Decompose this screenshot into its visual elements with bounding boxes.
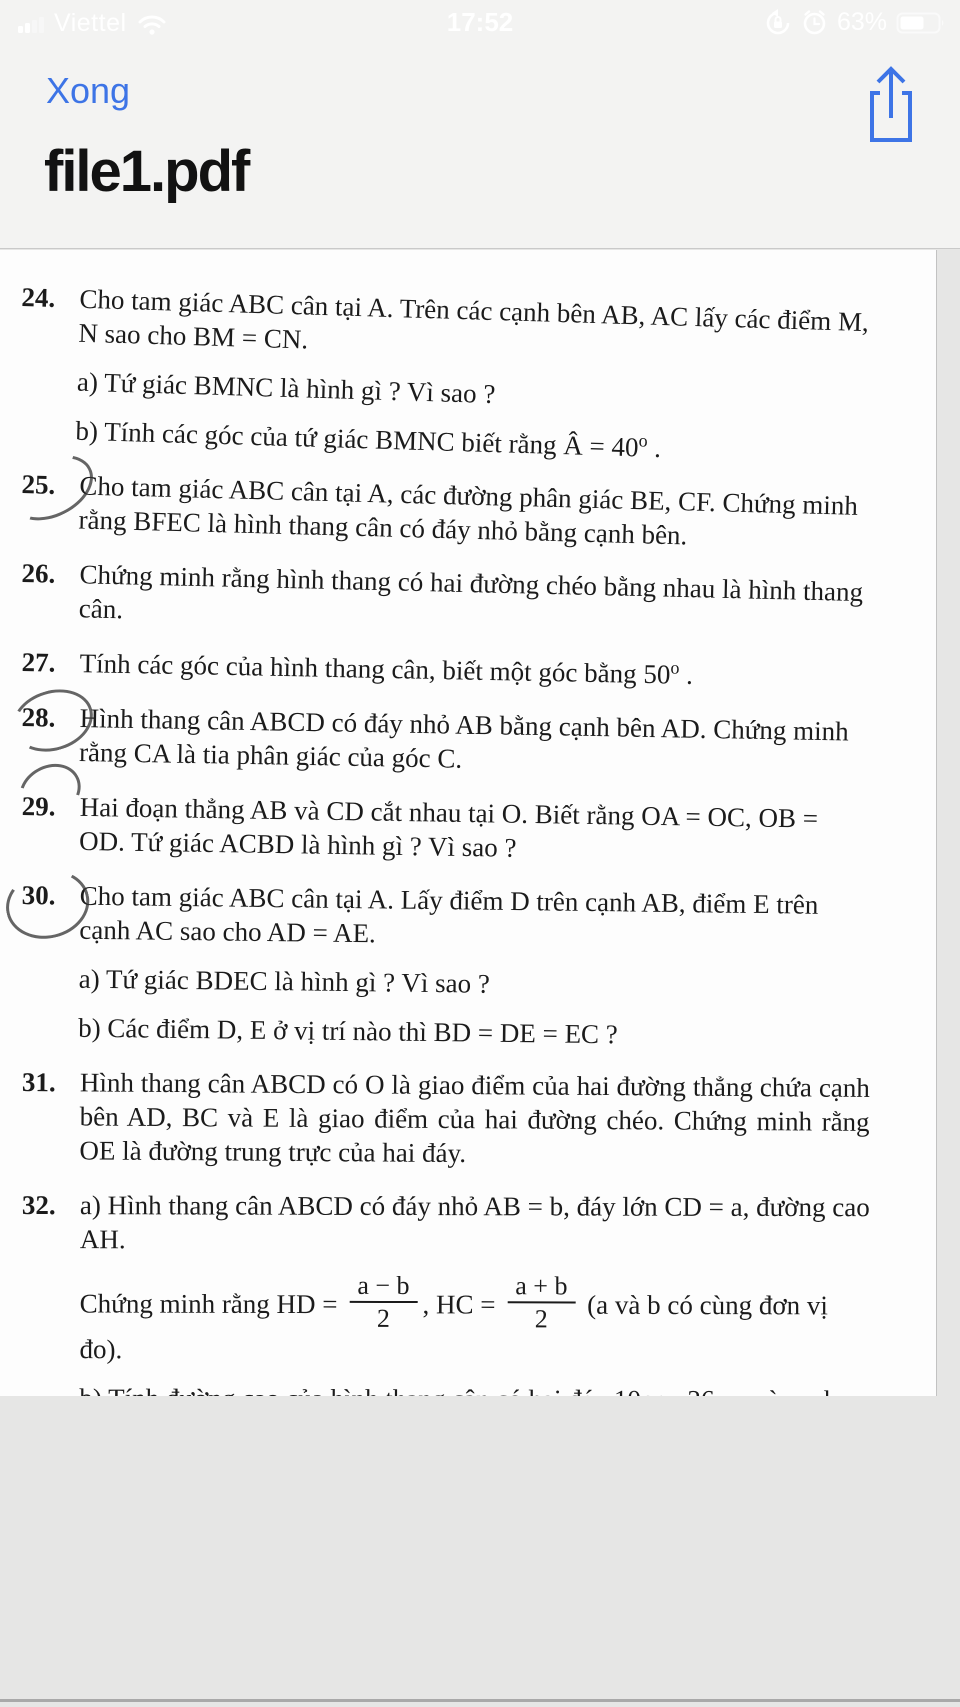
problem-number: 27. bbox=[21, 646, 56, 678]
problem-item bbox=[21, 1065, 870, 1173]
scroll-background bbox=[0, 1396, 960, 1707]
fraction: $\frac{a + b}{2}$ bbox=[502, 1272, 580, 1333]
share-button[interactable] bbox=[852, 60, 930, 150]
problem-paragraph: Cho tam giác ABC cân tại A, các đường phân giác BE, CF. Chứng minh rằng BFEC là hình thang cân có đáy nhỏ bằng cạnh bên. bbox=[78, 470, 859, 551]
nav-bar bbox=[0, 60, 960, 150]
document-title: file1.pdf bbox=[44, 139, 249, 204]
problem-body bbox=[78, 557, 869, 643]
alarm-icon bbox=[801, 9, 828, 36]
share-icon bbox=[852, 60, 930, 150]
problem-item bbox=[21, 645, 869, 695]
fraction: $\frac{a - b}{2}$ bbox=[344, 1272, 422, 1333]
problem-number: 31. bbox=[21, 1067, 56, 1098]
problem-item bbox=[17, 280, 870, 471]
problem-item bbox=[20, 556, 869, 643]
problem-number: 32. bbox=[21, 1190, 56, 1221]
problem-list bbox=[22, 280, 870, 1572]
problem-paragraph: b) Các điểm D, E ở vị trí nào thì BD = DE = EC ? bbox=[77, 1012, 618, 1050]
rotation-lock-icon bbox=[764, 9, 792, 37]
problem-paragraph: Hình thang cân ABCD có đáy nhỏ AB bằng cạnh bên AD. Chứng minh rằng CA là tia phân giác của góc C. bbox=[78, 703, 849, 774]
problem-paragraph: a) Tứ giác BMNC là hình gì ? Vì sao ? bbox=[76, 366, 496, 410]
problem-number: 29. bbox=[21, 789, 80, 858]
problem-body bbox=[78, 469, 870, 558]
problem-body bbox=[79, 790, 870, 870]
problem-body bbox=[79, 646, 870, 695]
problem-number: 30. bbox=[20, 878, 80, 1045]
problem-item bbox=[20, 878, 870, 1054]
problem-paragraph: Cho tam giác ABC cân tại A. Trên các cạnh bên AB, AC lấy các điểm M, N sao cho BM = CN. bbox=[78, 283, 870, 355]
problem-body bbox=[75, 282, 870, 471]
problem-body bbox=[78, 879, 870, 1055]
status-time: 17:52 bbox=[446, 7, 514, 37]
problem-number: 25. bbox=[20, 467, 80, 536]
problem-paragraph: Cho tam giác ABC cân tại A. Lấy điểm D trên cạnh AB, điểm E trên cạnh AC sao cho AD = AE. bbox=[79, 880, 819, 949]
problem-number: 28. bbox=[21, 700, 80, 769]
problem-paragraph: Chứng minh rằng hình thang có hai đường chéo bằng nhau là hình thang cân. bbox=[78, 559, 864, 625]
pdf-page[interactable] bbox=[0, 250, 937, 1396]
problem-number: 24. bbox=[21, 281, 56, 313]
problem-number: 26. bbox=[21, 557, 56, 589]
problem-item bbox=[21, 700, 870, 783]
problem-paragraph: Hai đoạn thẳng AB và CD cắt nhau tại O. Biết rằng OA = OC, OB = OD. Tứ giác ACBD là hình gì ? Vì sao ? bbox=[78, 791, 819, 863]
battery-percent-label: 63% bbox=[836, 8, 887, 36]
carrier-label: Viettel bbox=[54, 9, 127, 37]
problem-paragraph: Hình thang cân ABCD có O là giao điểm của hai đường thẳng chứa cạnh bên AD, BC và E là giao điểm của hai đường chéo. Chứng minh rằng OE là đường trung trực của hai đáy. bbox=[79, 1067, 870, 1169]
problem-body bbox=[79, 701, 870, 783]
bottom-divider bbox=[0, 1699, 960, 1702]
problem-body bbox=[79, 1065, 870, 1173]
problem-item bbox=[20, 467, 869, 557]
problem-paragraph: b) Tính các góc của tứ giác BMNC biết rằng Â = $40^o$ . bbox=[75, 415, 662, 464]
superscript: o bbox=[670, 657, 680, 678]
problem-paragraph: Tính các góc của hình thang cân, biết một góc bằng 50$^o$ . bbox=[79, 648, 694, 690]
battery-icon bbox=[896, 11, 946, 35]
problem-item bbox=[21, 789, 870, 870]
problem-paragraph: Chứng minh rằng HD = $\frac{a - b}{2}$ , HC = $\frac{a + b}{2}$ (a và b có cùng đơn vị đo). bbox=[79, 1270, 828, 1364]
status-right-cluster bbox=[764, 8, 946, 37]
viewer-header bbox=[0, 0, 960, 249]
problem-paragraph: a) Hình thang cân ABCD có đáy nhỏ AB = b, đáy lớn CD = a, đường cao AH. bbox=[79, 1190, 870, 1255]
superscript: o bbox=[638, 430, 649, 451]
done-button[interactable]: Xong bbox=[46, 70, 131, 111]
problem-paragraph: a) Tứ giác BDEC là hình gì ? Vì sao ? bbox=[78, 963, 490, 999]
status-bar bbox=[0, 0, 960, 44]
